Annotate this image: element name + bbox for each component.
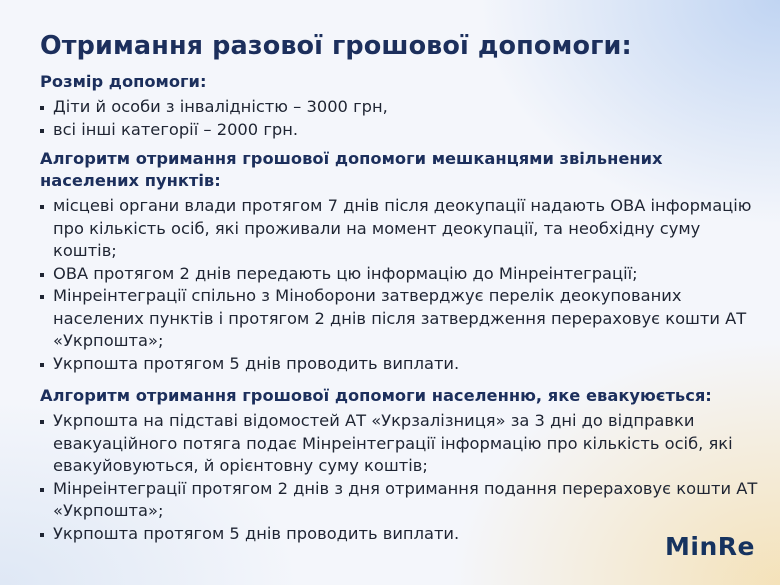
page-title: Отримання разової грошової допомоги: bbox=[40, 31, 632, 61]
list-item: Мінреінтеграції протягом 2 днів з дня отримання подання перераховує кошти АТ «Укрпошта»; bbox=[40, 478, 760, 523]
document-content bbox=[40, 29, 760, 545]
list-item: ОВА протягом 2 днів передають цю інформацію до Мінреінтеграції; bbox=[40, 263, 760, 286]
liberated-heading: Алгоритм отримання грошової допомоги мешканцями звільнених населених пунктів: bbox=[40, 149, 663, 190]
minre-logo: MinRe bbox=[665, 532, 755, 561]
evacuated-section bbox=[40, 385, 760, 545]
size-list bbox=[40, 96, 760, 141]
evacuated-heading: Алгоритм отримання грошової допомоги населенню, яке евакуюється: bbox=[40, 386, 712, 405]
liberated-list bbox=[40, 195, 760, 375]
list-item: Укрпошта протягом 5 днів проводить виплати. bbox=[40, 523, 760, 546]
list-item: Укрпошта протягом 5 днів проводить виплати. bbox=[40, 353, 760, 376]
evacuated-list bbox=[40, 410, 760, 545]
size-heading: Розмір допомоги: bbox=[40, 72, 207, 91]
liberated-section bbox=[40, 148, 760, 375]
size-section bbox=[40, 71, 760, 141]
list-item: всі інші категорії – 2000 грн. bbox=[40, 119, 760, 142]
list-item: Укрпошта на підставі відомостей АТ «Укрзалізниця» за 3 дні до відправки евакуаційного потяга подає Мінреінтеграції інформацію про кількість осіб, які евакуйовуються, й орієнтовну суму коштів; bbox=[40, 410, 760, 478]
list-item: Мінреінтеграції спільно з Міноборони затверджує перелік деокупованих населених пунктів і протягом 2 днів після затвердження перераховує кошти АТ «Укрпошта»; bbox=[40, 285, 760, 353]
list-item: Діти й особи з інвалідністю – 3000 грн, bbox=[40, 96, 760, 119]
list-item: місцеві органи влади протягом 7 днів після деокупації надають ОВА інформацію про кількість осіб, які проживали на момент деокупації, та необхідну суму коштів; bbox=[40, 195, 760, 263]
